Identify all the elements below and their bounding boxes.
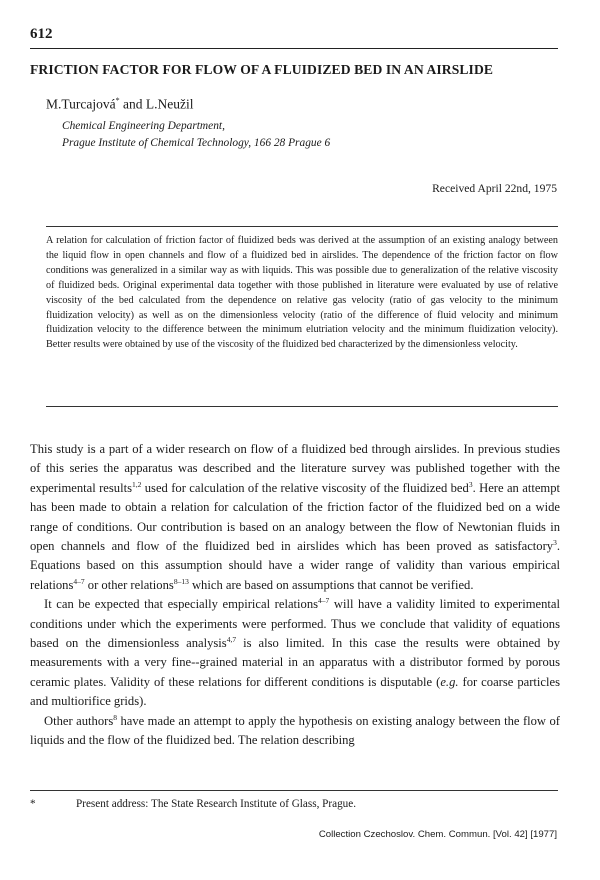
paragraph-2-text: will have a validity limited to experimental conditions under which the experiments were performed. Thus we conclude that validity of equations based on the dimensionless analysis xyxy=(30,597,560,651)
paragraph-1-text: or other relations xyxy=(84,577,174,592)
paragraph-3-text: have made an attempt to apply the hypothesis on existing analogy between the flow of liquids and the flow of the fluidized bed. The relation describing xyxy=(30,713,560,748)
reference-mark: 4,7 xyxy=(226,634,237,644)
affiliation-department: Chemical Engineering Department, xyxy=(62,120,225,132)
paragraph-1-text: used for calculation of the relative viscosity of the fluidized bed xyxy=(141,480,469,495)
reference-mark: 8–13 xyxy=(173,576,189,586)
reference-mark: 3 xyxy=(553,537,557,547)
abstract-top-rule xyxy=(46,226,558,227)
authors-line xyxy=(46,96,193,113)
author-1-footnote-mark: * xyxy=(115,96,120,105)
abstract: A relation for calculation of friction factor of fluidized beds was derived at the assumption of an existing analogy between the liquid flow in open channels and flow of a fluidized bed in airslides. The dependence of the friction factor on flow conditions was generalized in a similar way as with liquids. This was possible due to generalization of the relative viscosity of fluidized beds. Original experimental data together with those published in literature were evaluated by use of relative viscosity of the bed calculated from the dependence on relative gas velocity (ratio of gas velocity to the minimum fluidization velocity) as well as on the dimensionless velocity (ratio of the difference of fluid velocity and minimum fluidization velocity to the difference between the minimum elutriation velocity and the minimum fluidization velocity). Better results were obtained by use of the viscosity of the fluidized bed characterized by the dimensionless velocity. xyxy=(46,235,558,351)
footnote-mark: * xyxy=(30,798,36,810)
paragraph-1-text: . Here an attempt has been made to obtain a relation for calculation of the friction factor of the fluidized bed on a wide range of conditions. Our contribution is based on an analogy between the flow of Newtonian fluids in open channels and flow of the fluidized bed in airslides which has been proved as satisfactory xyxy=(30,480,560,554)
header-rule xyxy=(30,48,558,49)
reference-mark: 3 xyxy=(468,479,473,489)
paragraph-2-text: is also limited. In this case the results were obtained by measurements with a very fine--grained material in an apparatus with a distributor formed by porous ceramic plates. Validity of these relations for different conditions is disputable ( xyxy=(30,636,560,689)
paragraph-2-text: It can be expected that especially empirical relations xyxy=(44,597,319,612)
abstract-bottom-rule xyxy=(46,406,558,407)
paragraph-2-text: for coarse particles and multiorifice grids). xyxy=(30,674,560,709)
footnote-rule xyxy=(30,790,558,791)
article-title: FRICTION FACTOR FOR FLOW OF A FLUIDIZED BED IN AN AIRSLIDE xyxy=(30,62,494,77)
reference-mark: 4–7 xyxy=(318,596,330,606)
paragraph-3-text: Other authors xyxy=(44,713,114,728)
italic-eg: e.g. xyxy=(440,674,459,689)
author-connector: and xyxy=(123,96,143,112)
author-2: L.Neužil xyxy=(145,96,194,112)
author-1: M.Turcajová xyxy=(46,96,116,112)
journal-citation: Collection Czechoslov. Chem. Commun. [Vol. 42] [1977] xyxy=(318,829,557,840)
paragraph-3 xyxy=(30,712,560,751)
paragraph-2 xyxy=(30,595,560,711)
paragraph-1-text: . Equations based on this assumption should have a wider range of validity than various empirical relations xyxy=(30,539,560,592)
footnote xyxy=(30,798,356,810)
paragraph-1-text: This study is a part of a wider research on flow of a fluidized bed through airslides. In previous studies of this series the apparatus was described and the literature survey was published together with the experimental results xyxy=(30,442,560,495)
reference-mark: 1,2 xyxy=(132,479,142,489)
page-number: 612 xyxy=(30,26,53,42)
paragraph-1-text: which are based on assumptions that cannot be verified. xyxy=(188,577,474,592)
footnote-text: Present address: The State Research Institute of Glass, Prague. xyxy=(76,798,357,810)
body-text xyxy=(30,440,560,751)
received-date: Received April 22nd, 1975 xyxy=(432,182,557,195)
affiliation-institute: Prague Institute of Chemical Technology, 166 28 Prague 6 xyxy=(62,137,331,149)
reference-mark: 4–7 xyxy=(73,576,85,586)
reference-mark: 8 xyxy=(113,712,117,722)
paragraph-1 xyxy=(30,440,560,595)
